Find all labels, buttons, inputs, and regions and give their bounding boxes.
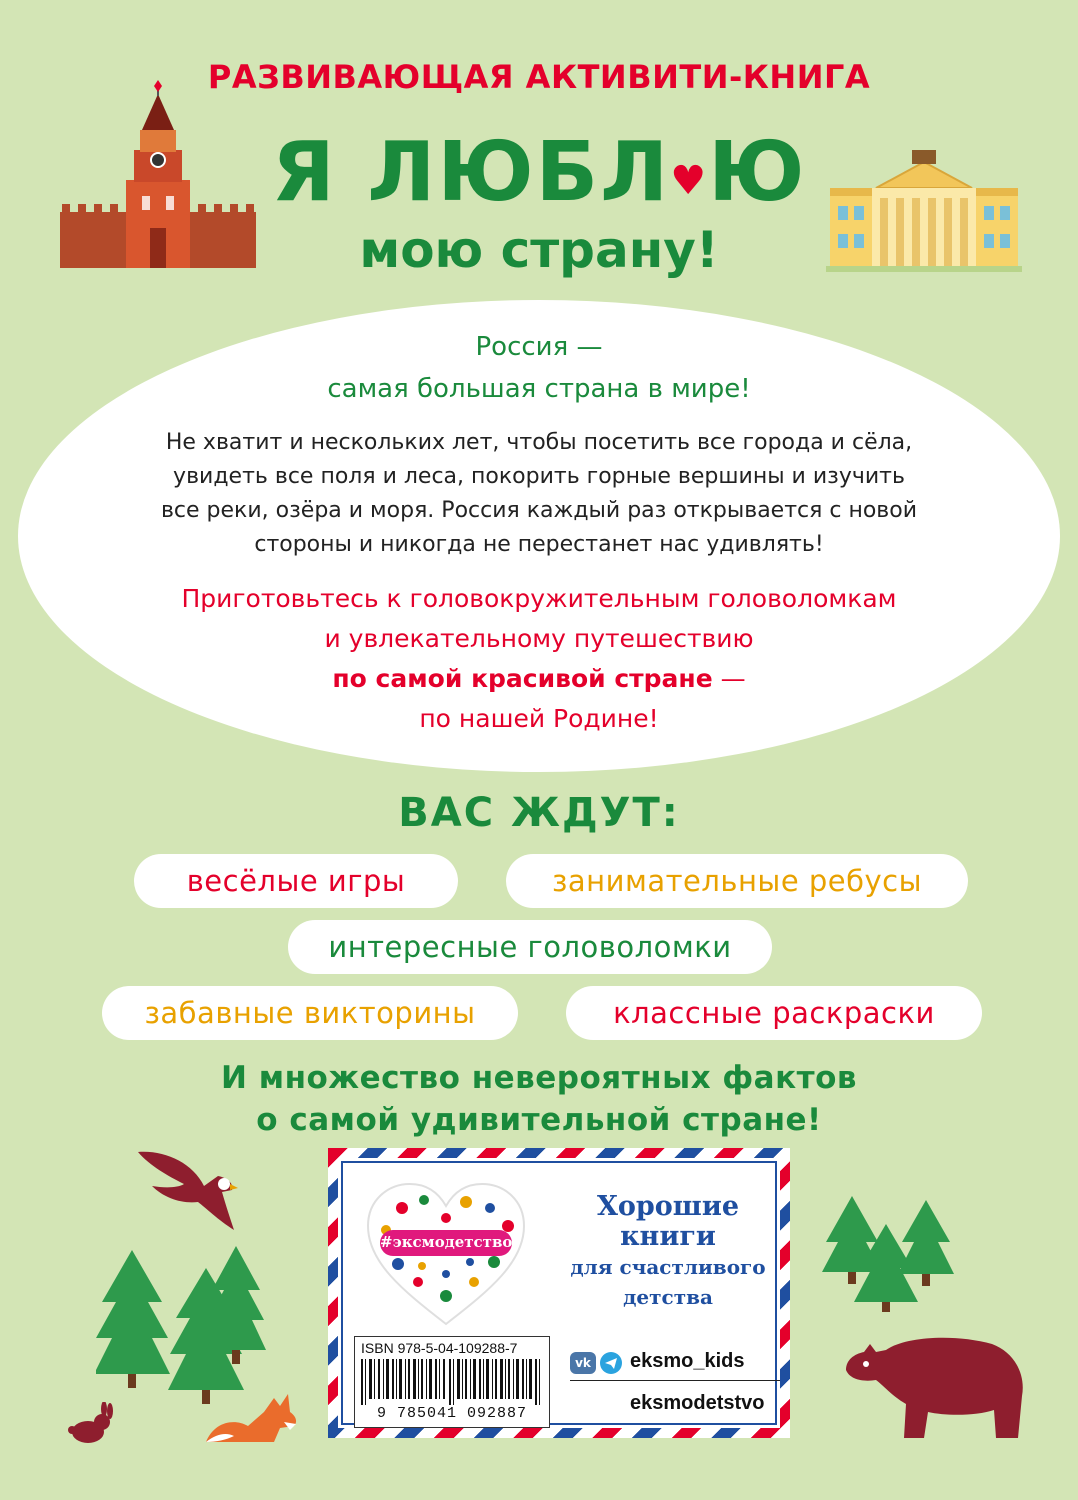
slogan-line: для счастливого: [570, 1255, 766, 1279]
intro-cta-line3: [0, 664, 1078, 693]
site-handle[interactable]: eksmodetstvo: [630, 1392, 765, 1414]
slogan-line: Хорошие: [596, 1191, 740, 1222]
telegram-icon[interactable]: [600, 1352, 622, 1374]
title-text-part1: Я ЛЮБЛ: [271, 125, 671, 220]
intro-lead-line2: самая большая страна в мире!: [327, 374, 751, 404]
social-handle[interactable]: eksmo_kids: [630, 1350, 745, 1372]
eagle-icon: [134, 1146, 238, 1234]
isbn-text: ISBN 978-5-04-109288-7: [361, 1340, 518, 1356]
intro-lead-line1: Россия —: [475, 332, 603, 362]
intro-body-line: стороны и никогда не перестанет нас удивлять!: [254, 532, 824, 557]
postcard-inner: [338, 1158, 780, 1428]
feature-pill-puzzles: интересные головоломки: [288, 920, 772, 974]
social-divider: [570, 1380, 780, 1381]
heart-icon: ♥: [670, 158, 709, 204]
series-label: РАЗВИВАЮЩАЯ АКТИВИТИ-КНИГА: [207, 58, 871, 96]
vk-icon[interactable]: vk: [570, 1352, 596, 1374]
intro-body-line: Не хватит и нескольких лет, чтобы посетить все города и сёла,: [165, 430, 913, 455]
rabbit-icon: [68, 1402, 116, 1446]
closing-line2: о самой удивительной стране!: [256, 1102, 822, 1138]
book-subtitle: мою страну!: [359, 221, 719, 279]
kremlin-tower-icon: [58, 80, 258, 270]
hashtag-label: #эксмодетство: [380, 1233, 513, 1251]
slogan-line: детства: [623, 1285, 713, 1309]
theatre-building-icon: [826, 148, 1022, 272]
feature-pill-games: весёлые игры: [134, 854, 458, 908]
eksmo-heart-icon: [362, 1178, 530, 1328]
feature-pill-coloring: классные раскраски: [566, 986, 982, 1040]
intro-cta-bold: по самой красивой стране: [332, 664, 713, 693]
intro-cta-dash: —: [712, 664, 746, 693]
pine-trees-right-icon: [822, 1196, 956, 1312]
publisher-slogan: [550, 1192, 786, 1312]
intro-cta-line2: и увлекательному путешествию: [324, 624, 754, 653]
feature-pill-quizzes: забавные викторины: [102, 986, 518, 1040]
barcode-digits: 9 785041 092887: [376, 1405, 528, 1422]
closing-line1: И множество невероятных фактов: [221, 1060, 857, 1096]
barcode-box: [354, 1336, 550, 1428]
publisher-postcard: [328, 1148, 790, 1438]
feature-pill-rebuses: занимательные ребусы: [506, 854, 968, 908]
features-heading: ВАС ЖДУТ:: [398, 790, 680, 836]
intro-body-line: увидеть все поля и леса, покорить горные вершины и изучить: [173, 464, 905, 489]
title-text-part2: Ю: [708, 125, 807, 220]
intro-body-line: все реки, озёра и моря. Россия каждый раз открывается с новой: [160, 498, 918, 523]
slogan-line: книги: [620, 1221, 716, 1252]
bear-icon: [846, 1334, 1028, 1444]
intro-cta-line4: по нашей Родине!: [419, 704, 659, 733]
intro-cta-line1: Приготовьтесь к головокружительным головоломкам: [181, 584, 897, 613]
fox-icon: [204, 1382, 300, 1446]
barcode-icon: [361, 1359, 543, 1405]
